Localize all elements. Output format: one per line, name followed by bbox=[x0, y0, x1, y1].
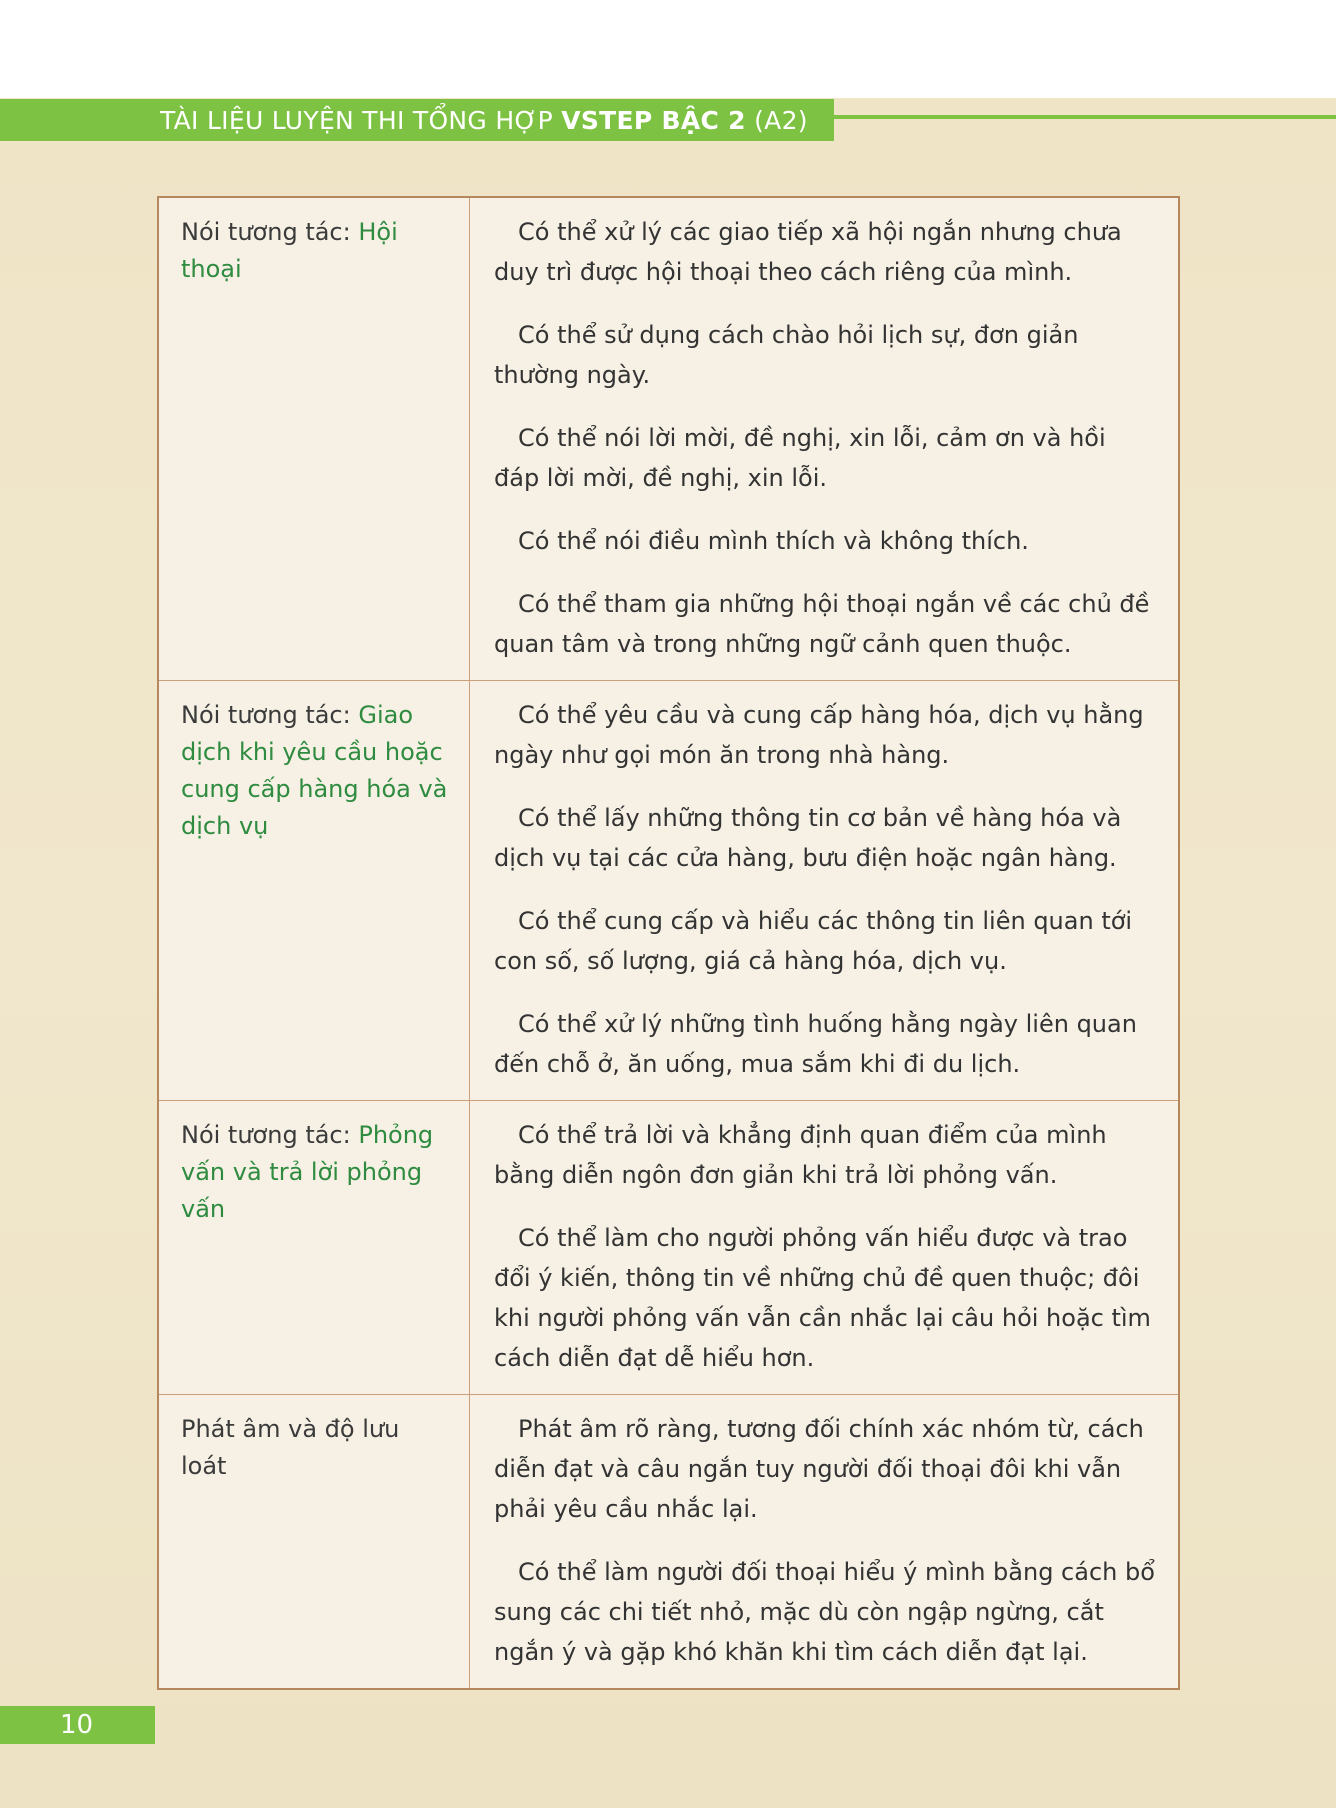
descriptor-item: Phát âm rõ ràng, tương đối chính xác nhóm từ, cách diễn đạt và câu ngắn tuy người đối thoại đôi khi vẫn phải yêu cầu nhắc lại. bbox=[494, 1415, 1144, 1523]
criterion-descriptions bbox=[470, 681, 1180, 1101]
header-title-suffix: (A2) bbox=[745, 105, 808, 135]
top-margin bbox=[0, 0, 1336, 98]
table-row bbox=[158, 1395, 1179, 1690]
criterion-label bbox=[158, 681, 470, 1101]
criterion-label-prefix: Nói tương tác: bbox=[181, 218, 359, 246]
criterion-label bbox=[158, 1395, 470, 1690]
criterion-label-highlight: Hội thoại bbox=[181, 218, 398, 283]
header-title-bold: VSTEP BẬC 2 bbox=[561, 105, 746, 135]
header-title bbox=[160, 106, 808, 135]
descriptor-item: Có thể sử dụng cách chào hỏi lịch sự, đơn giản thường ngày. bbox=[494, 321, 1079, 389]
page-number: 10 bbox=[0, 1706, 155, 1744]
descriptor-item: Có thể cung cấp và hiểu các thông tin liên quan tới con số, số lượng, giá cả hàng hóa, dịch vụ. bbox=[494, 907, 1133, 975]
table-row bbox=[158, 197, 1179, 681]
criterion-label-prefix: Nói tương tác: bbox=[181, 701, 359, 729]
criterion-label-highlight: Phỏng vấn và trả lời phỏng vấn bbox=[181, 1121, 434, 1223]
criterion-label-prefix: Nói tương tác: bbox=[181, 1121, 359, 1149]
descriptor-item: Có thể xử lý các giao tiếp xã hội ngắn nhưng chưa duy trì được hội thoại theo cách riêng của mình. bbox=[494, 218, 1122, 286]
descriptor-item: Có thể xử lý những tình huống hằng ngày liên quan đến chỗ ở, ăn uống, mua sắm khi đi du lịch. bbox=[494, 1010, 1137, 1078]
table-row bbox=[158, 681, 1179, 1101]
descriptor-item: Có thể tham gia những hội thoại ngắn về các chủ đề quan tâm và trong những ngữ cảnh quen thuộc. bbox=[494, 590, 1150, 658]
descriptor-item: Có thể nói lời mời, đề nghị, xin lỗi, cảm ơn và hồi đáp lời mời, đề nghị, xin lỗi. bbox=[494, 424, 1106, 492]
criteria-table-body bbox=[158, 197, 1179, 1689]
descriptor-item: Có thể trả lời và khẳng định quan điểm của mình bằng diễn ngôn đơn giản khi trả lời phỏng vấn. bbox=[494, 1121, 1107, 1189]
descriptor-item: Có thể làm cho người phỏng vấn hiểu được và trao đổi ý kiến, thông tin về những chủ đề quen thuộc; đôi khi người phỏng vấn vẫn cần nhắc lại câu hỏi hoặc tìm cách diễn đạt dễ hiểu hơn. bbox=[494, 1224, 1151, 1372]
descriptor-item: Có thể yêu cầu và cung cấp hàng hóa, dịch vụ hằng ngày như gọi món ăn trong nhà hàng. bbox=[494, 701, 1144, 769]
criterion-label-prefix: Phát âm và độ lưu loát bbox=[181, 1415, 400, 1480]
criterion-descriptions bbox=[470, 197, 1180, 681]
header-title-prefix: TÀI LIỆU LUYỆN THI TỔNG HỢP bbox=[160, 105, 562, 135]
criterion-descriptions bbox=[470, 1395, 1180, 1690]
criterion-descriptions bbox=[470, 1101, 1180, 1395]
criteria-table bbox=[157, 196, 1180, 1690]
descriptor-item: Có thể nói điều mình thích và không thích. bbox=[518, 527, 1029, 555]
criterion-label bbox=[158, 1101, 470, 1395]
header-rule bbox=[834, 115, 1336, 119]
descriptor-item: Có thể làm người đối thoại hiểu ý mình bằng cách bổ sung các chi tiết nhỏ, mặc dù còn ngập ngừng, cắt ngắn ý và gặp khó khăn khi tìm cách diễn đạt lại. bbox=[494, 1558, 1155, 1666]
header-band bbox=[0, 99, 834, 141]
criterion-label bbox=[158, 197, 470, 681]
criterion-label-highlight: Giao dịch khi yêu cầu hoặc cung cấp hàng hóa và dịch vụ bbox=[181, 701, 448, 840]
descriptor-item: Có thể lấy những thông tin cơ bản về hàng hóa và dịch vụ tại các cửa hàng, bưu điện hoặc ngân hàng. bbox=[494, 804, 1122, 872]
table-row bbox=[158, 1101, 1179, 1395]
